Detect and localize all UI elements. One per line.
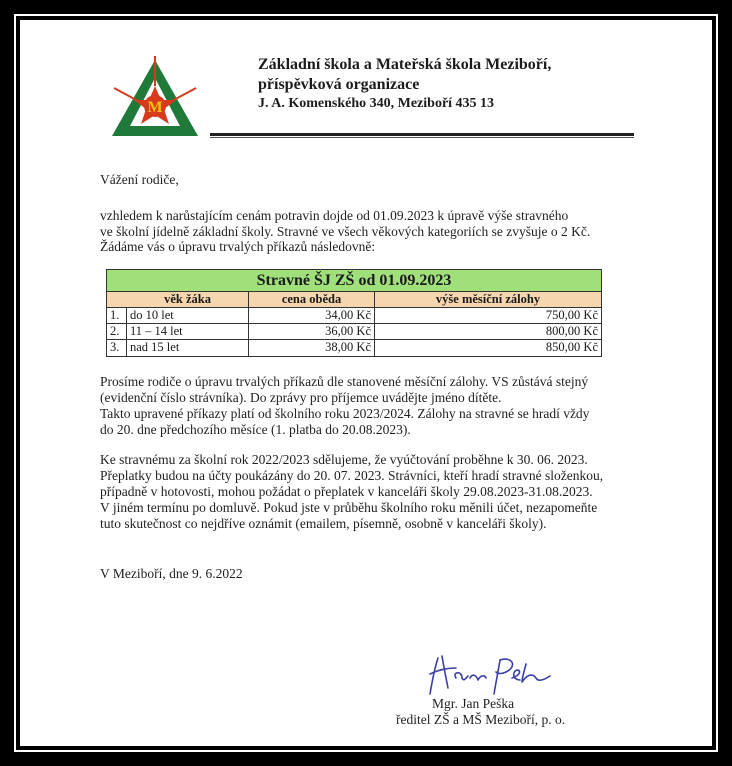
document-page [20,20,712,746]
signatory-title: ředitel ZŠ a MŠ Meziboří, p. o. [396,712,566,727]
para3-line-3: případně v hotovosti, mohou požádat o přeplatek v kanceláři školy 29.08.2023-31.08.2023. [100,484,593,499]
header-index [107,292,127,307]
organization-type: příspěvková organizace [258,76,420,93]
salutation: Vážení rodiče, [100,172,179,187]
table-row [107,308,601,324]
para3-line-4: V jiném termínu po domluvě. Pokud jste v průběhu školního roku měnili účet, nezapomeňte [100,500,598,515]
header-monthly-deposit: výše měsíční zálohy [435,292,541,306]
intro-line-1: vzhledem k narůstajícím cenám potravin dojde od 01.09.2023 k úpravě výše stravného [100,208,569,223]
row-index: 1. [107,308,127,323]
intro-line-3: Žádáme vás o úpravu trvalých příkazů následovně: [100,239,376,254]
signatory-name: Mgr. Jan Peška [432,696,515,711]
handwritten-signature [426,648,556,698]
place-and-date: V Meziboří, dne 9. 6.2022 [100,566,243,581]
row-monthly-deposit: 850,00 Kč [545,340,598,354]
para3-line-5: tuto skutečnost co nejdříve oznámit (emailem, písemně, osobně v kanceláři školy). [100,516,547,531]
row-monthly-deposit: 750,00 Kč [545,308,598,322]
header-divider [210,133,634,136]
intro-line-2: ve školní jídelně základní školy. Stravné ve všech věkových kategoriích se zvyšuje o 2 Kč. [100,224,591,239]
header-meal-price: cena oběda [249,292,375,307]
header-divider-thin [210,137,634,138]
para2-line-2: (evidenční číslo strávníka). Do zprávy pro příjemce uvádějte jméno dítěte. [100,390,502,405]
table-row [107,324,601,340]
para2-line-4: do 20. dne předchozího měsíce (1. platba do 20.08.2023). [100,422,411,437]
school-logo-icon [108,56,202,138]
row-age: nad 15 let [127,340,249,356]
table-title: Stravné ŠJ ZŠ od 01.09.2023 [107,270,601,292]
row-age: do 10 let [127,308,249,323]
para3-line-1: Ke stravnému za školní rok 2022/2023 sdělujeme, že vyúčtování proběhne k 30. 06. 2023. [100,452,588,467]
para3-line-2: Přeplatky budou na účty poukázány do 20. 07. 2023. Strávníci, kteří hradí stravné složenkou, [100,468,604,483]
table-row [107,340,601,356]
row-age: 11 – 14 let [127,324,249,339]
table-header-row [107,292,601,308]
para2-line-1: Prosíme rodiče o úpravu trvalých příkazů dle stanovené měsíční zálohy. VS zůstává stejný [100,374,589,389]
header-age: věk žáka [127,292,249,307]
logo-letter: M [147,99,163,116]
row-index: 3. [107,340,127,356]
meal-price-table [106,269,602,357]
row-meal-price: 38,00 Kč [249,340,375,356]
row-meal-price: 34,00 Kč [249,308,375,323]
para2-line-3: Takto upravené příkazy platí od školního roku 2023/2024. Zálohy na stravné se hradí vždy [100,406,590,421]
row-index: 2. [107,324,127,339]
row-meal-price: 36,00 Kč [249,324,375,339]
school-name: Základní škola a Mateřská škola Meziboří, [258,56,552,73]
row-monthly-deposit: 800,00 Kč [545,324,598,338]
school-address: J. A. Komenského 340, Meziboří 435 13 [258,96,495,111]
